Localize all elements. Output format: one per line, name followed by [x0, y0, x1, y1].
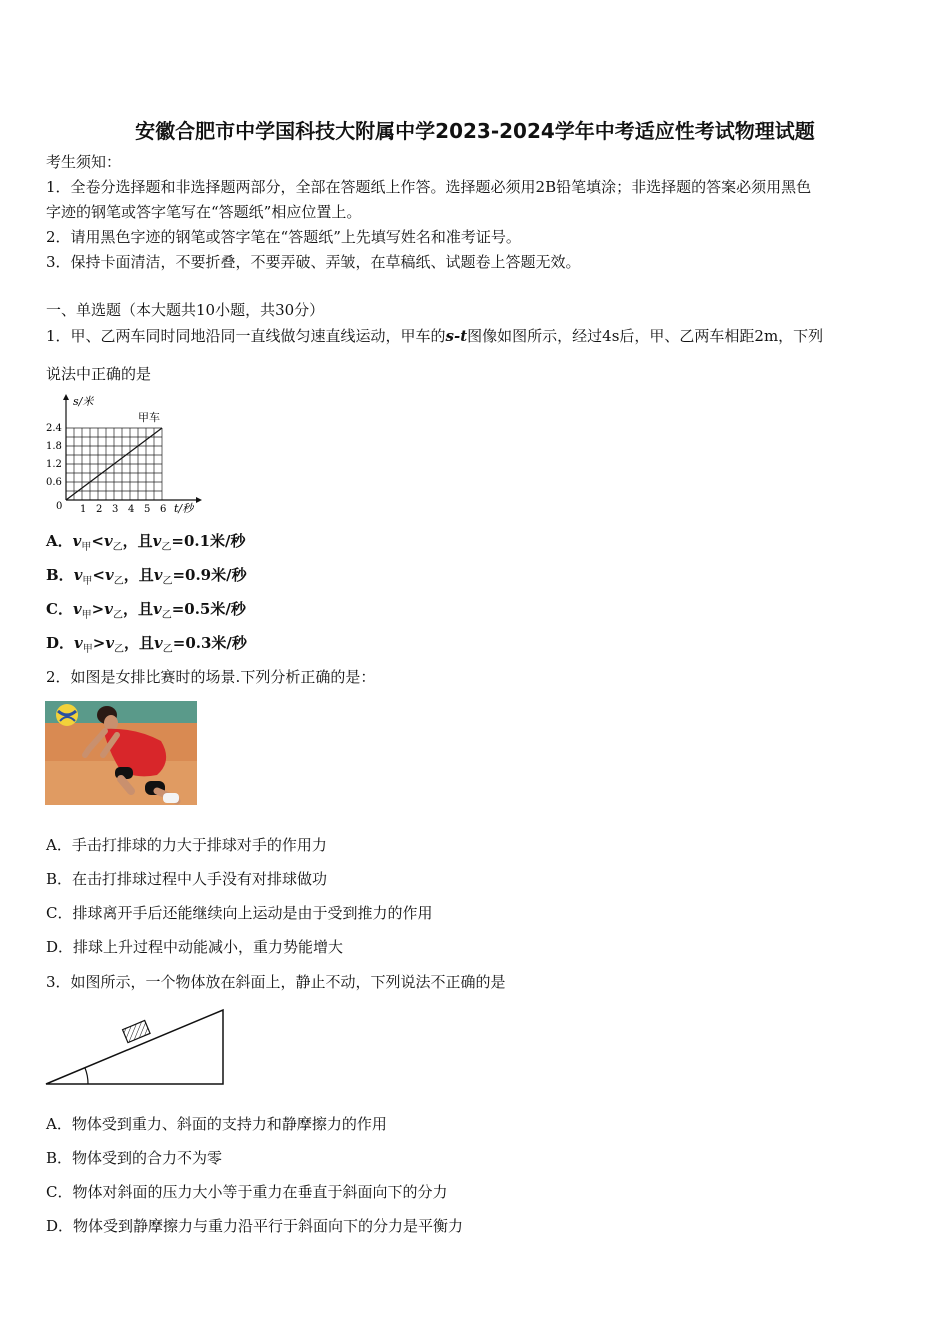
q2-option-c: C．排球离开手后还能继续向上运动是由于受到推力的作用: [46, 904, 433, 922]
notice-item-1-cont: 字迹的钢笔或答字笔写在“答题纸”相应位置上。: [46, 203, 362, 221]
var-v: v: [104, 600, 113, 618]
q1-option-b: [46, 565, 247, 592]
var-v: v: [152, 532, 162, 550]
notice-heading: 考生须知：: [46, 153, 122, 171]
var-v: v: [72, 600, 82, 618]
x-tick-6: 6: [160, 504, 167, 515]
sub-jia: 甲: [82, 576, 93, 587]
var-v: v: [153, 566, 163, 584]
y-axis-label: s/米: [73, 395, 94, 408]
q3-option-a: A．物体受到重力、斜面的支持力和静摩擦力的作用: [46, 1115, 387, 1133]
origin-label: 0: [56, 501, 63, 512]
conj: ，且: [124, 634, 155, 652]
sub-yi: 乙: [161, 542, 172, 553]
var-v: v: [105, 634, 115, 652]
page-title: 安徽合肥市中学国科技大附属中学2023-2024学年中考适应性考试物理试题: [135, 119, 815, 143]
value: =0.9米/秒: [172, 566, 247, 584]
sub-yi: 乙: [162, 644, 173, 655]
sub-jia: 甲: [81, 542, 92, 553]
q3-option-c: C．物体对斜面的压力大小等于重力在垂直于斜面向下的分力: [46, 1183, 448, 1201]
st-graph: [40, 392, 210, 522]
section-heading: 一、单选题（本大题共10小题，共30分）: [46, 301, 325, 319]
y-tick-1.2: 1.2: [46, 459, 62, 470]
q1-stem-part1: 1．甲、乙两车同时同地沿同一直线做匀速直线运动，甲车的: [46, 327, 446, 345]
sub-yi: 乙: [113, 576, 124, 587]
conj: ，且: [122, 600, 153, 618]
sub-yi: 乙: [112, 610, 123, 621]
conj: ，且: [123, 566, 154, 584]
x-tick-4: 4: [128, 504, 135, 515]
q1-stem-variable: s-t: [445, 327, 468, 345]
sub-jia: 甲: [82, 644, 93, 655]
q2-option-d: D．排球上升过程中动能减小，重力势能增大: [46, 938, 344, 956]
incline-diagram: [40, 1003, 235, 1093]
var-v: v: [103, 532, 113, 550]
x-axis-label: t/秒: [174, 502, 194, 515]
value: =0.1米/秒: [171, 532, 246, 550]
value: =0.5米/秒: [171, 600, 246, 618]
var-v: v: [104, 566, 114, 584]
relation: <: [92, 566, 105, 584]
question-2-stem: 2．如图是女排比赛时的场景.下列分析正确的是：: [46, 668, 376, 686]
option-letter: A．: [46, 532, 73, 550]
var-v: v: [154, 634, 163, 652]
volleyball-photo: [45, 701, 197, 805]
notice-item-3: 3．保持卡面清洁，不要折叠，不要弄破、弄皱，在草稿纸、试题卷上答题无效。: [46, 253, 581, 271]
x-tick-5: 5: [144, 504, 151, 515]
notice-item-2: 2．请用黑色字迹的钢笔或答字笔在“答题纸”上先填写姓名和准考证号。: [46, 228, 521, 246]
option-letter: B．: [46, 566, 74, 584]
q2-option-a: A．手击打排球的力大于排球对手的作用力: [46, 836, 327, 854]
sub-jia: 甲: [81, 610, 92, 621]
q1-option-d: [46, 633, 247, 660]
relation: >: [92, 634, 106, 652]
q3-option-b: B．物体受到的合力不为零: [46, 1149, 223, 1167]
relation: >: [91, 600, 105, 618]
q2-option-b: B．在击打排球过程中人手没有对排球做功: [46, 870, 328, 888]
q1-option-a: [46, 531, 246, 558]
var-v: v: [152, 600, 162, 618]
var-v: v: [73, 566, 83, 584]
q1-option-c: [46, 599, 246, 626]
q3-option-d: D．物体受到静摩擦力与重力沿平行于斜面向下的分力是平衡力: [46, 1217, 464, 1235]
sub-yi: 乙: [161, 610, 172, 621]
option-letter: C．: [46, 600, 73, 618]
sub-yi: 乙: [162, 576, 173, 587]
question-1-stem: [46, 326, 823, 346]
x-tick-2: 2: [96, 504, 103, 515]
sub-yi: 乙: [112, 542, 123, 553]
notice-item-1: 1．全卷分选择题和非选择题两部分，全部在答题纸上作答。选择题必须用2B铅笔填涂；非选择题的答案必须用黑色: [46, 178, 812, 196]
conj: ，且: [122, 532, 153, 550]
relation: <: [91, 532, 104, 550]
value: =0.3米/秒: [172, 634, 247, 652]
x-tick-1: 1: [80, 504, 87, 515]
y-tick-0.6: 0.6: [46, 477, 62, 488]
option-letter: D．: [46, 634, 75, 652]
sub-yi: 乙: [114, 644, 125, 655]
question-3-stem: 3．如图所示，一个物体放在斜面上，静止不动，下列说法不正确的是: [46, 973, 506, 991]
question-1-stem-line2: 说法中正确的是: [46, 365, 152, 383]
var-v: v: [74, 634, 83, 652]
var-v: v: [72, 532, 82, 550]
q1-stem-part2: 图像如图所示，经过4s后，甲、乙两车相距2m，下列: [467, 327, 824, 345]
line-label-jia: 甲车: [138, 411, 160, 424]
x-tick-3: 3: [112, 504, 119, 515]
y-tick-2.4: 2.4: [46, 423, 62, 434]
y-tick-1.8: 1.8: [46, 441, 62, 452]
